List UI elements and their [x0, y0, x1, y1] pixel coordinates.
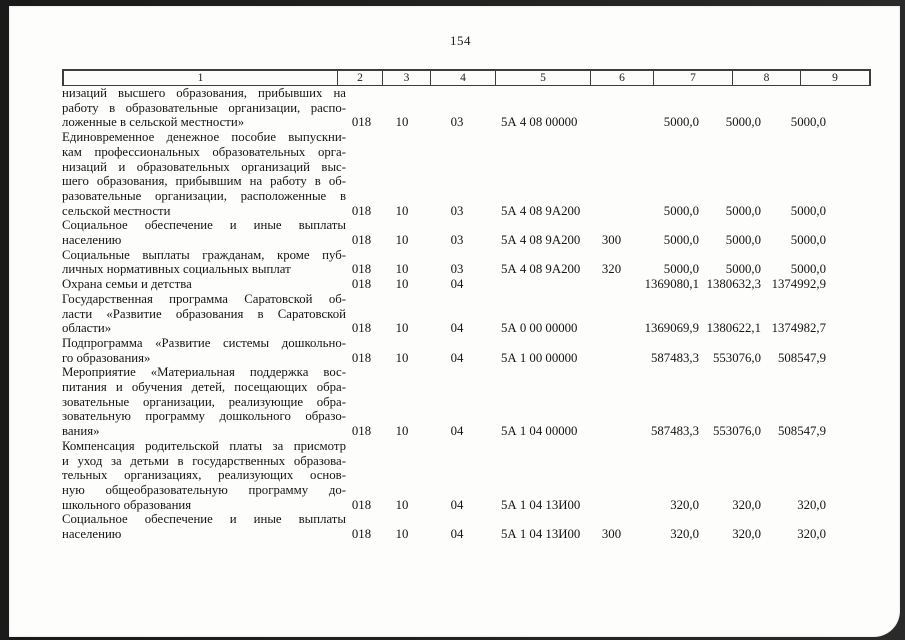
cell-col2: 018	[351, 321, 372, 336]
budget-table-body	[62, 86, 826, 542]
cell-col9: 5000,0	[790, 262, 826, 277]
cell-col2: 018	[351, 277, 372, 292]
cell-name	[62, 336, 346, 365]
column-number-header: 7	[654, 71, 733, 85]
cell-col5: 5А 4 08 9А200	[501, 203, 581, 218]
table-row	[62, 336, 826, 365]
name-line: Подпрограмма «Развитие системы дошкольно-	[62, 335, 346, 350]
name-line: школьного образования	[62, 497, 192, 512]
name-line: вания»	[62, 424, 100, 439]
cell-col5: 5А 4 08 9А200	[501, 262, 581, 277]
cell-col6: 300	[601, 527, 622, 542]
cell-col7: 5000,0	[663, 233, 699, 248]
table-row	[62, 277, 826, 292]
cell-col2: 018	[351, 233, 372, 248]
cell-col4: 04	[450, 350, 464, 365]
cell-col3: 10	[395, 527, 409, 542]
cell-col7: 587483,3	[651, 424, 699, 439]
cell-col7: 5000,0	[663, 115, 699, 130]
cell-col4: 03	[450, 233, 464, 248]
cell-col7: 320,0	[670, 497, 699, 512]
cell-col9: 508547,9	[778, 424, 826, 439]
cell-col3: 10	[395, 203, 409, 218]
cell-col4: 04	[450, 497, 464, 512]
cell-col7: 320,0	[670, 527, 699, 542]
column-number-header: 1	[64, 71, 338, 85]
cell-col8: 5000,0	[725, 262, 761, 277]
cell-col8: 553076,0	[713, 350, 761, 365]
column-number-header: 8	[733, 71, 801, 85]
cell-name	[62, 292, 346, 336]
table-row	[62, 512, 826, 541]
cell-col8: 320,0	[732, 497, 761, 512]
cell-col7: 5000,0	[663, 203, 699, 218]
name-line: шего образования, прибывшим на работу в об-	[62, 174, 346, 189]
column-number-header: 3	[383, 71, 431, 85]
cell-col3: 10	[395, 277, 409, 292]
name-line: сельской местности	[62, 203, 171, 218]
cell-col5: 5А 0 00 00000	[501, 321, 578, 336]
cell-col9: 5000,0	[790, 233, 826, 248]
cell-col2: 018	[351, 527, 372, 542]
name-line: Компенсация родительской платы за присмотр	[62, 438, 346, 453]
cell-name	[62, 439, 346, 513]
name-line: ложенные в сельской местности»	[62, 115, 245, 130]
cell-col2: 018	[351, 115, 372, 130]
column-number-header: 4	[431, 71, 496, 85]
cell-col4: 03	[450, 115, 464, 130]
cell-col4: 04	[450, 527, 464, 542]
cell-col6: 300	[601, 233, 622, 248]
table-row	[62, 248, 826, 277]
cell-col8: 553076,0	[713, 424, 761, 439]
name-line: Социальное обеспечение и иные выплаты	[62, 512, 346, 527]
page-number: 154	[450, 33, 471, 48]
name-line: го образования»	[62, 350, 151, 365]
name-line: Социальное обеспечение и иные выплаты	[62, 218, 346, 233]
table-row	[62, 86, 826, 130]
name-line: низаций высшего образования, прибывших на	[62, 86, 346, 100]
cell-col4: 03	[450, 262, 464, 277]
name-line: работу в образовательные организации, распо-	[62, 100, 346, 115]
cell-col7: 5000,0	[663, 262, 699, 277]
cell-col9: 1374982,7	[771, 321, 826, 336]
cell-name	[62, 512, 346, 541]
cell-col3: 10	[395, 321, 409, 336]
cell-col2: 018	[351, 203, 372, 218]
cell-col7: 1369080,1	[644, 277, 699, 292]
cell-col3: 10	[395, 424, 409, 439]
cell-col9: 1374992,9	[771, 277, 826, 292]
name-line: зовательные организации, реализующие обра-	[62, 394, 346, 409]
cell-col5: 5А 4 08 00000	[501, 115, 578, 130]
cell-name	[62, 277, 346, 292]
cell-name	[62, 130, 346, 218]
cell-col8: 5000,0	[725, 233, 761, 248]
cell-col2: 018	[351, 262, 372, 277]
column-number-header: 6	[591, 71, 654, 85]
name-line: низаций и образовательных организаций выс-	[62, 159, 346, 174]
cell-col6: 320	[601, 262, 622, 277]
cell-col7: 587483,3	[651, 350, 699, 365]
name-line: Единовременное денежное пособие выпускни-	[62, 130, 346, 145]
cell-col9: 320,0	[797, 527, 826, 542]
cell-col3: 10	[395, 497, 409, 512]
cell-col4: 04	[450, 424, 464, 439]
cell-col2: 018	[351, 424, 372, 439]
cell-col8: 5000,0	[725, 203, 761, 218]
name-line: ласти «Развитие образования в Саратовской	[62, 306, 346, 321]
cell-name	[62, 218, 346, 247]
table-row	[62, 218, 826, 247]
table-column-number-row	[62, 69, 871, 86]
cell-col7: 1369069,9	[644, 321, 699, 336]
cell-col9: 320,0	[797, 497, 826, 512]
name-line: населению	[62, 527, 122, 542]
name-line: кам профессиональных образовательных орга-	[62, 144, 346, 159]
cell-col3: 10	[395, 262, 409, 277]
cell-col3: 10	[395, 233, 409, 248]
cell-col4: 03	[450, 203, 464, 218]
name-line: питания и обучения детей, посещающих обра-	[62, 380, 346, 395]
cell-col4: 04	[450, 321, 464, 336]
name-line: тельных организациях, реализующих основ-	[62, 468, 346, 483]
cell-col5: 5А 1 04 00000	[501, 424, 578, 439]
name-line: разовательные организации, расположенные в	[62, 188, 346, 203]
cell-col3: 10	[395, 350, 409, 365]
cell-col5: 5А 1 04 13И00	[501, 527, 581, 542]
table-row	[62, 439, 826, 513]
table-row	[62, 365, 826, 439]
cell-col5: 5А 1 00 00000	[501, 350, 578, 365]
cell-name	[62, 365, 346, 439]
name-line: области»	[62, 321, 112, 336]
cell-col8: 1380632,3	[706, 277, 761, 292]
name-line: Охрана семьи и детства	[62, 277, 192, 292]
cell-col8: 5000,0	[725, 115, 761, 130]
name-line: Социальные выплаты гражданам, кроме пуб-	[62, 247, 346, 262]
table-row	[62, 292, 826, 336]
cell-col8: 320,0	[732, 527, 761, 542]
document-page	[9, 6, 900, 637]
cell-name	[62, 86, 346, 130]
cell-col2: 018	[351, 350, 372, 365]
column-number-header: 5	[496, 71, 591, 85]
table-row	[62, 130, 826, 218]
cell-col4: 04	[450, 277, 464, 292]
name-line: Государственная программа Саратовской об-	[62, 291, 346, 306]
cell-col9: 508547,9	[778, 350, 826, 365]
name-line: населению	[62, 233, 122, 248]
cell-col5: 5А 4 08 9А200	[501, 233, 581, 248]
column-number-header: 9	[832, 72, 838, 84]
name-line: личных нормативных социальных выплат	[62, 262, 291, 277]
cell-col9: 5000,0	[790, 203, 826, 218]
name-line: и уход за детьми в государственных образова-	[62, 453, 346, 468]
cell-col8: 1380622,1	[706, 321, 761, 336]
cell-col5: 5А 1 04 13И00	[501, 497, 581, 512]
cell-col2: 018	[351, 497, 372, 512]
name-line: Мероприятие «Материальная поддержка вос-	[62, 365, 346, 380]
cell-name	[62, 248, 346, 277]
cell-col9: 5000,0	[790, 115, 826, 130]
name-line: зовательную программу дошкольного образо-	[62, 409, 346, 424]
column-number-header: 2	[338, 71, 383, 85]
name-line: ную общеобразовательную программу до-	[62, 482, 346, 497]
cell-col3: 10	[395, 115, 409, 130]
